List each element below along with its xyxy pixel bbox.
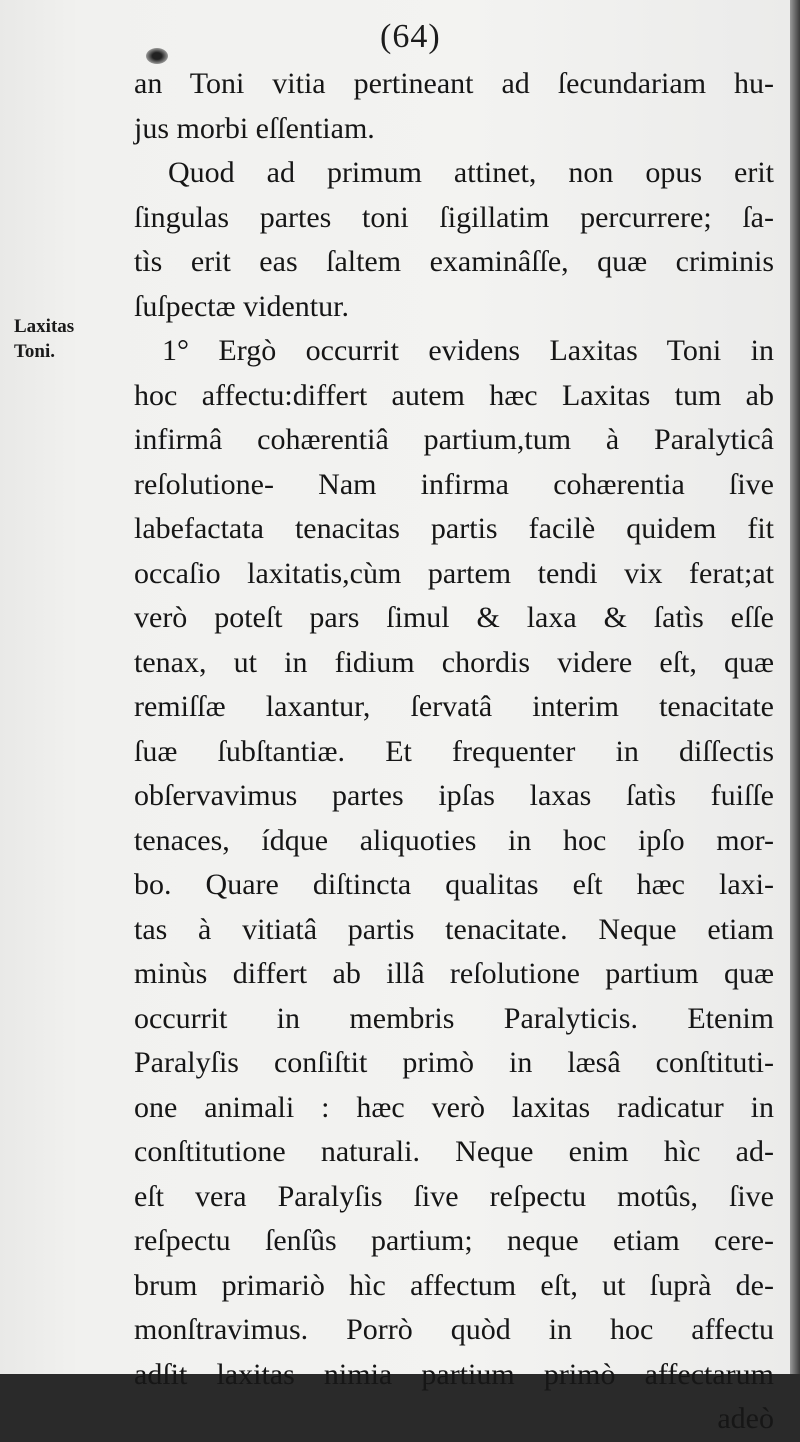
text-line: Paralyſis conſiſtit primò in læsâ conſtituti-: [134, 1046, 774, 1079]
text-line: jus morbi eſſentiam.: [134, 111, 375, 145]
text-line: conſtitutione naturali. Neque enim hìc ad-: [134, 1135, 774, 1168]
text-line: tìs erit eas ſaltem examinâſſe, quæ criminis: [134, 245, 774, 278]
text-line: ſuæ ſubſtantiæ. Et frequenter in diſſectis: [134, 734, 774, 768]
text-line: obſervavimus partes ipſas laxas ſatìs fuiſſe: [134, 779, 774, 812]
text-line: tenax, ut in fidium chordis videre eſt, quæ: [134, 645, 774, 679]
text-line: monſtravimus. Porrò quòd in hoc affectu: [134, 1313, 774, 1346]
text-line: hoc affectu:differt autem hæc Laxitas tum ab: [134, 378, 774, 412]
text-line: tenaces, ídque aliquoties in hoc ipſo mor-: [134, 823, 774, 857]
page-edge-shadow: [790, 0, 800, 1374]
text-line: infirmâ cohærentiâ partium,tum à Paralyticâ: [134, 423, 774, 456]
text-line: tas à vitiatâ partis tenacitate. Neque etiam: [134, 912, 774, 946]
text-line: ſingulas partes toni ſigillatim percurrere; ſa-: [134, 200, 774, 234]
text-line: remiſſæ laxantur, ſervatâ interim tenacitate: [134, 690, 774, 723]
text-line: occaſio laxitatis,cùm partem tendi vix ferat;at: [134, 556, 774, 590]
text-line: reſpectu ſenſûs partium; neque etiam cere-: [134, 1224, 774, 1257]
text-line: 1° Ergò occurrit evidens Laxitas Toni in: [162, 334, 774, 367]
page-number: (64): [380, 18, 441, 55]
text-line: Quod ad primum attinet, non opus erit: [168, 156, 774, 189]
catchword: adeò: [717, 1402, 774, 1435]
text-line: bo. Quare diſtincta qualitas eſt hæc laxi-: [134, 868, 774, 901]
text-line: labefactata tenacitas partis facilè quidem fit: [134, 512, 774, 545]
text-line: occurrit in membris Paralyticis. Etenim: [134, 1001, 774, 1035]
text-line: adſit laxitas nimia partium primò affectarum: [134, 1357, 774, 1391]
marginal-note-line-1: Laxitas: [14, 316, 75, 337]
text-line: reſolutione- Nam infirma cohærentia ſive: [134, 467, 774, 501]
body-text: [134, 62, 774, 1442]
text-line: an Toni vitia pertineant ad ſecundariam hu-: [134, 67, 774, 100]
text-line: minùs differt ab illâ reſolutione partium quæ: [134, 957, 774, 990]
text-line: ſuſpectæ videntur.: [134, 289, 349, 323]
text-line: verò poteſt pars ſimul & laxa & ſatìs eſſe: [134, 601, 774, 634]
text-line: brum primariò hìc affectum eſt, ut ſuprà de-: [134, 1268, 774, 1302]
text-line: one animali : hæc verò laxitas radicatur in: [134, 1090, 774, 1124]
marginal-note-line-2: Toni.: [14, 341, 56, 362]
marginal-note: [14, 314, 114, 364]
text-line: eſt vera Paralyſis ſive reſpectu motûs, ſive: [134, 1179, 774, 1213]
